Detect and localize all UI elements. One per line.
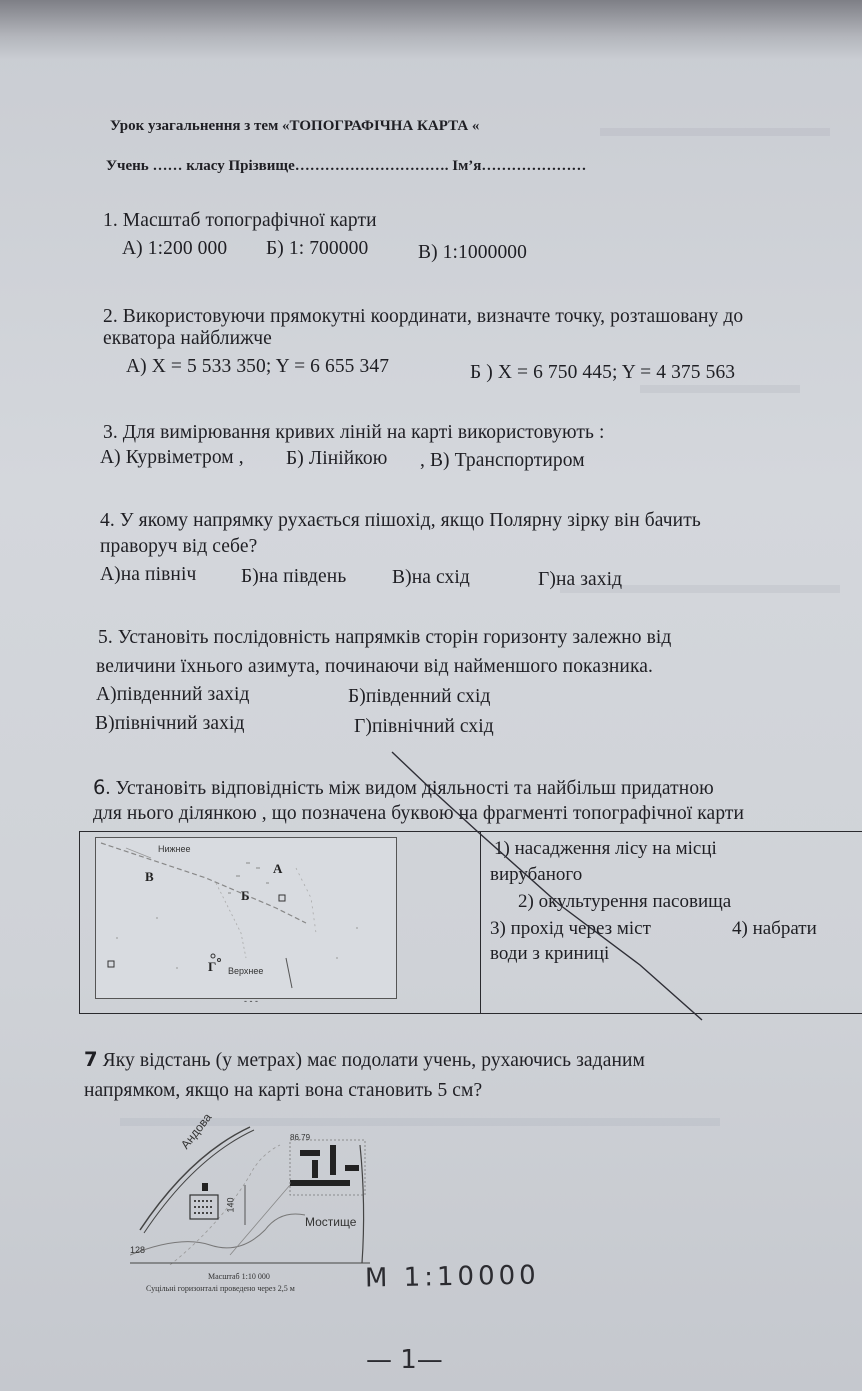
question-5-text-line1: 5. Установіть послідовність напрямків сторін горизонту залежно від xyxy=(98,627,672,648)
page-number: — 1— xyxy=(366,1345,443,1375)
map-label-verkhnee: Верхнее xyxy=(228,966,264,976)
question-4-option-a: А)на північ xyxy=(100,564,197,585)
question-1-option-a: А) 1:200 000 xyxy=(122,238,228,259)
question-1-option-b: Б) 1: 700000 xyxy=(266,238,369,259)
question-4-option-b: Б)на південь xyxy=(241,566,347,587)
question-5-option-a: А)південний захід xyxy=(96,684,250,705)
question-7-text-line2: напрямком, якщо на карті вона становить 5 см? xyxy=(84,1080,483,1101)
question-4-option-d: Г)на захід xyxy=(538,569,623,590)
question-4-option-c: В)на схід xyxy=(392,567,470,588)
question-1-text: 1. Масштаб топографічної карти xyxy=(103,210,377,231)
matching-option-1-line1: 1) насадження лісу на місці xyxy=(494,838,717,859)
question-7-text-line1-body: Яку відстань (у метрах) має подолати учень, рухаючись заданим xyxy=(97,1050,645,1071)
map-contour-caption: Суцільні горизонталі проведено через 2,5 м xyxy=(146,1284,295,1293)
table-divider xyxy=(480,832,481,1013)
question-3-option-a: А) Курвіметром , xyxy=(100,447,244,468)
topographic-map-fragment xyxy=(95,837,397,1006)
question-5-option-b: Б)південний схід xyxy=(348,686,491,707)
paper-top-shadow xyxy=(0,0,862,60)
question-2-option-a: А) X = 5 533 350; Y = 6 655 347 xyxy=(126,356,390,377)
question-5-option-d: Г)північний схід xyxy=(354,716,494,737)
worksheet-title: Урок узагальнення з тем «ТОПОГРАФІЧНА КАРТА « xyxy=(110,118,480,134)
question-2-text-line1: 2. Використовуючи прямокутні координати, визначте точку, розташовану до xyxy=(103,306,744,327)
question-2-option-b: Б ) X = 6 750 445; Y = 4 375 563 xyxy=(470,362,736,383)
question-1-option-c: В) 1:1000000 xyxy=(418,242,527,263)
question-3-text: 3. Для вимірювання кривих ліній на карті використовують : xyxy=(103,422,605,443)
question-6-text-line1-body: . Установіть відповідність між видом діяльності та найбільш придатною xyxy=(105,778,714,799)
matching-option-4-line1: 4) набрати xyxy=(732,918,817,939)
map-scale-caption: Масштаб 1:10 000 xyxy=(208,1272,270,1281)
map-label-nizhnee: Нижнее xyxy=(158,844,191,854)
map-number-140: 140 xyxy=(225,1197,236,1213)
map-letter-v: В xyxy=(145,869,154,884)
matching-option-2: 2) окультурення пасовища xyxy=(518,891,732,912)
question-7-number-handwritten: 7 xyxy=(84,1048,98,1071)
map-letter-a: А xyxy=(273,861,283,876)
topographic-map-mostyshche xyxy=(130,1110,370,1265)
student-info-line: Учень …… класу Прізвище…………………………. Ім’я………………… xyxy=(106,158,587,174)
question-4-text-line2: праворуч від себе? xyxy=(100,536,258,557)
question-6-text-line2: для нього ділянкою , що позначена буквою на фрагменті топографічної карти xyxy=(93,803,745,824)
question-3-option-c: , В) Транспортиром xyxy=(420,450,585,471)
map-number-8679: 86.79 xyxy=(290,1133,311,1142)
question-2-text-line2: екватора найближче xyxy=(103,328,272,349)
map-road-label: Андова xyxy=(178,1110,215,1152)
question-3-option-b: Б) Лінійкою xyxy=(286,448,388,469)
question-6-number-handwritten: 6 xyxy=(93,776,106,799)
question-5-option-c: В)північний захід xyxy=(95,713,245,734)
handwritten-scale: М 1:10000 xyxy=(364,1260,540,1294)
question-4-text-line1: 4. У якому напрямку рухається пішохід, якщо Полярну зірку він бачить xyxy=(100,510,701,531)
question-7-text-line1 xyxy=(84,1048,645,1072)
matching-option-4-line2: води з криниці xyxy=(490,943,610,964)
map-letter-g: Г xyxy=(208,959,217,974)
map-bottom-dashes: - - - xyxy=(244,996,258,1006)
map-mostyshche-drawing xyxy=(130,1115,370,1265)
question-6-text-line1 xyxy=(93,776,714,800)
matching-option-3: 3) прохід через міст xyxy=(490,918,651,939)
map-letter-b: Б xyxy=(241,888,250,903)
question-5-text-line2: величини їхнього азимута, починаючи від найменшого показника. xyxy=(96,656,653,677)
map-village-label: Мостище xyxy=(305,1215,357,1229)
map-number-128: 128 xyxy=(130,1245,146,1255)
matching-option-1-line2: вирубаного xyxy=(490,864,583,885)
